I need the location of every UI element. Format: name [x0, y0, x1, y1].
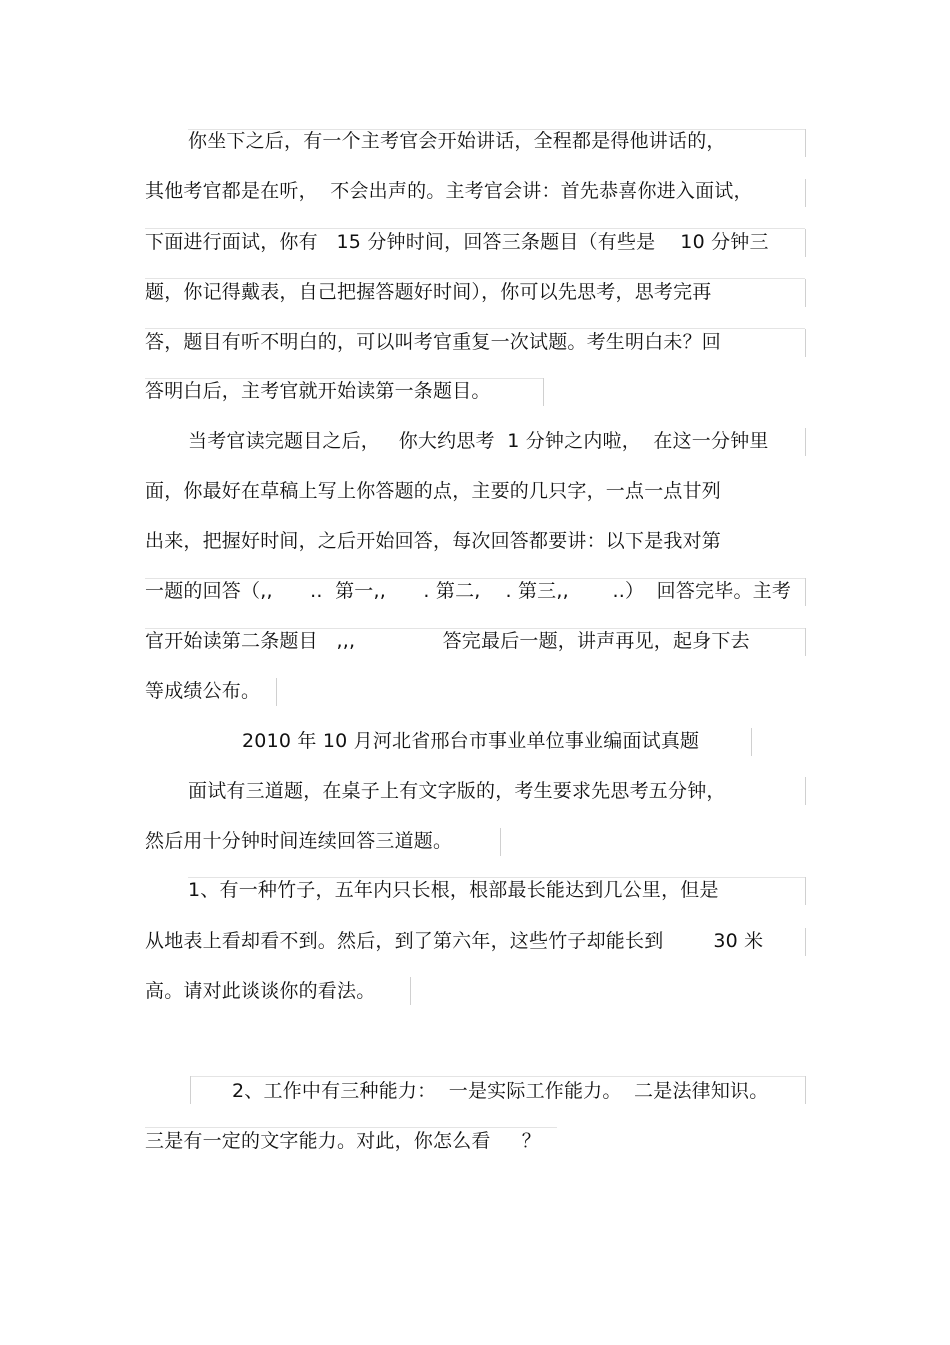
frame-rule [805, 129, 806, 157]
frame-rule [190, 1076, 191, 1104]
frame-rule [500, 828, 501, 856]
frame-rule [805, 578, 806, 606]
frame-rule [805, 777, 806, 805]
paragraph-line: 然后用十分钟时间连续回答三道题。 [145, 830, 453, 852]
paragraph-line: 面试有三道题，在桌子上有文字版的，考生要求先思考五分钟， [188, 780, 726, 802]
paragraph-line: 答明白后，主考官就开始读第一条题目。 [145, 380, 491, 402]
frame-rule [145, 578, 805, 579]
frame-rule [751, 728, 752, 756]
paragraph-line: 等成绩公布。 [145, 680, 261, 702]
paragraph-line: 题，你记得戴表，自己把握答题好时间），你可以先思考，思考完再 [145, 281, 712, 303]
frame-rule [145, 378, 543, 379]
frame-rule [805, 1076, 806, 1104]
question-line: 1、有一种竹子，五年内只长根，根部最长能达到几公里，但是 [188, 879, 719, 901]
frame-rule [805, 928, 806, 956]
frame-rule [805, 179, 806, 207]
paragraph-line: 出来，把握好时间，之后开始回答，每次回答都要讲：以下是我对第 [145, 530, 722, 552]
question-line: 高。请对此谈谈你的看法。 [145, 980, 376, 1002]
paragraph-line: 一题的回答（,, .. 第一,, . 第二, . 第三,, ..） 回答完毕。主考 [145, 580, 792, 602]
question-line: 2、工作中有三种能力： 一是实际工作能力。 二是法律知识。 [232, 1080, 769, 1102]
frame-rule [805, 229, 806, 257]
paragraph-line: 答，题目有听不明白的，可以叫考官重复一次试题。考生明白未？回 [145, 331, 722, 353]
paragraph-line: 当考官读完题目之后， 你大约思考 1 分钟之内啦， 在这一分钟里 [188, 430, 769, 452]
frame-rule [145, 278, 805, 279]
frame-rule [188, 877, 805, 878]
section-heading: 2010 年 10 月河北省邢台市事业单位事业编面试真题 [242, 730, 700, 752]
paragraph-line: 下面进行面试，你有 15 分钟时间，回答三条题目（有些是 10 分钟三 [145, 231, 769, 253]
question-line: 三是有一定的文字能力。对此，你怎么看 ？ [145, 1130, 541, 1152]
question-line: 从地表上看却看不到。然后，到了第六年，这些竹子却能长到 30 米 [145, 930, 764, 952]
frame-rule [188, 129, 805, 130]
frame-rule [190, 1076, 805, 1077]
frame-rule [805, 428, 806, 456]
frame-rule [805, 877, 806, 905]
frame-rule [805, 628, 806, 656]
frame-rule [805, 279, 806, 307]
frame-rule [410, 977, 411, 1005]
frame-rule [805, 329, 806, 357]
paragraph-line: 其他考官都是在听， 不会出声的。主考官会讲：首先恭喜你进入面试， [145, 180, 753, 202]
paragraph-line: 官开始读第二条题目 ,,, 答完最后一题，讲声再见，起身下去 [145, 630, 750, 652]
paragraph-line: 你坐下之后，有一个主考官会开始讲话，全程都是得他讲话的， [188, 130, 726, 152]
frame-rule [276, 678, 277, 706]
frame-rule [145, 328, 805, 329]
frame-rule [543, 378, 544, 406]
frame-rule [145, 1127, 557, 1128]
frame-rule [145, 628, 805, 629]
frame-rule [145, 228, 805, 229]
paragraph-line: 面，你最好在草稿上写上你答题的点，主要的几只字，一点一点甘列 [145, 480, 722, 502]
